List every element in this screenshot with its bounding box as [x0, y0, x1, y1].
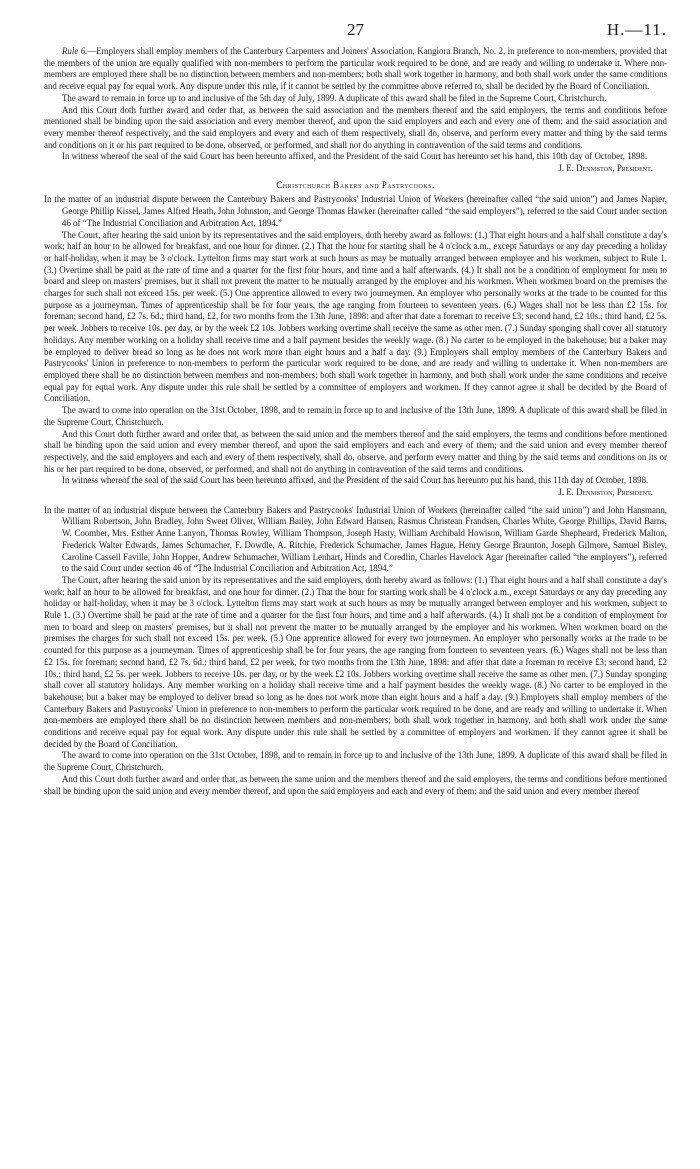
series-reference: H.—11. [606, 20, 667, 39]
section-bakers-award-2 [44, 505, 667, 798]
section-bakers-award-1 [44, 194, 667, 498]
binding-order-paragraph: And this Court doth further award and order that, as between the said association and the members thereof and the said employers, the terms and conditions before mentioned shall be binding upon the said association and every member thereof, and upon the said employers and each and every one of them; and the said association and every member thereof respectively, and the said employers and every and each of them respectively, shall do, observe, and perform every matter and thing by the said terms and conditions on it or his part required to be done, observed, or performed, and shall not do anything in contravention of the said terms and conditions. [44, 104, 667, 150]
award-terms-paragraph: The Court, after hearing the said union by its representatives and the said employers, doth hereby award as follows: (1.) That eight hours and a half shall constitute a day's work; half an hour to be allowed for breakfast, and one hour for dinner. (2.) That the hour for starting work shall be 4 o'clock a.m., except Saturdays or any day preceding any holiday or half-holiday, when it may be 3 o'clock. Lyttelton firms may start work at such hours as may be mutually arranged between employer and his workmen, subject to Rule 1. (3.) Overtime shall be paid at the rate of time and a quarter for the first four hours, and time and a half afterwards. (4.) It shall not be a condition of employment for men to board and sleep on masters' premises, but it shall not prevent the matter to be mutually arranged by the employer and his workmen. When workmen board on the premises the charges for such shall not exceed 15s. per week. (5.) One apprentice allowed for every two journeymen. An employer who personally works at the trade to be counted for this purpose as a journeyman. Times of apprenticeship shall be for four years, the age ranging from fourteen to seventeen years. (6.) Wages shall not be less than £2 15s. for foreman; second hand, £2 7s. 6d.; third hand, £2 per week, for two months from the 13th June, 1898: and after that date a foreman to receive £3; second hand, £2 10s.; third hand, £2 5s. per week. Jobbers to receive 10s. per day, or by the week £2 10s. Jobbers working overtime shall receive the same as other men. (7.) Sunday sponging shall cover all statutory holidays. Any member working on a holiday shall receive time and a half payment besides the weekly wage. (8.) No carter to be employed in the bakehouse; but a baker may be employed to deliver bread so long as he does not work more than eight hours and a half a day. (9.) Employers shall employ members of the Canterbury Bakers and Pastrycooks' Union in preference to non-members to perform the particular work required to be done, and are ready and willing to undertake it. When non-members are employed there shall be no distinction between members and non-members; both shall work together in harmony, and both shall work under the same conditions and receive equal pay for equal work. Any dispute under this rule shall be settled by a committee of employers and workmen. If they cannot agree it shall be decided by the Board of Conciliation. [44, 574, 667, 749]
president-signature: J. E. Denniston, President. [558, 487, 653, 498]
award-terms-paragraph: The Court, after hearing the said union by its representatives and the said employers, doth hereby award as follows: (1.) That eight hours and a half shall constitute a day's work; half an hour to be allowed for breakfast, and one hour for dinner. (2.) That the hour for starting shall be 4 o'clock a.m., except Saturdays or any day preceding a holiday or half-holiday, when it may be 3 o'clock. Lyttelton firms may start work at such hours as may be mutually arranged between employer and his workmen, subject to Rule 1. (3.) Overtime shall be paid at the rate of time and a quarter for the first four hours, and time and a half afterwards. (4.) It shall not be a condition of employment for men to board and sleep on masters' premises, but it shall not prevent the matter to be mutually arranged by the employer and his workmen. When workmen board on the premises the charges for such shall not exceed 15s. per week. (5.) One apprentice allowed to every two journeymen. An employer who personally works at the trade to be counted for this purpose as a journeyman. Times of apprenticeship shall be for four years, the age ranging from fourteen to seventeen years. (6.) Wages shall not be less than £2 15s. for foreman; second hand, £2 7s. 6d.; third hand, £2, for two months from the 13th June, 1898: and after that date a foreman to receive £3; second hand, £2 10s.; third hand, £2 5s. per week. Jobbers to receive 10s. per day, or by the week £2 10s. Jobbers working overtime shall receive the same as other men. (7.) Sunday sponging shall cover all statutory holidays. Any member working on a holiday shall receive time and a half payment besides the weekly wage. (8.) No carter to be employed in the bakehouse; but a baker may be employed to deliver bread so long as he does not work more than eight hours and a half a day. (9.) Employers shall employ members of the Canterbury Bakers and Pastrycooks' Union in preference to non-members to perform the particular work required to be done, and are ready and willing to undertake it. When non-members are employed there shall be no distinction between members and non-members; both shall work together in harmony, and both shall work under the same conditions and receive equal pay for equal work. Any dispute under this rule shall be settled by a committee of employers and workmen. If they cannot agree it shall be decided by the Board of Conciliation. [44, 229, 667, 404]
page-header [44, 20, 667, 46]
page-number: 27 [347, 20, 364, 39]
award-duration-paragraph: The award to come into operation on the 31st October, 1898, and to remain in force up to and inclusive of the 13th June, 1899. A duplicate of this award shall be filed in the Supreme Court, Christchurch. [44, 750, 667, 773]
president-signature: J. E. Denniston, President. [558, 163, 653, 174]
rule-label: Rule 6. [62, 46, 88, 56]
section-carpenters-award [44, 46, 667, 175]
witness-paragraph: In witness whereof the seal of the said Court has been hereunto affixed, and the President of the said Court has hereunto put his hand, this 11th day of October, 1898. [62, 475, 649, 486]
binding-order-paragraph: And this Court doth further award and order that, as between the said union and the members thereof and the said employers, the terms and conditions before mentioned shall be binding upon the said union and every member thereof, and upon the said employers and each and every of them; and the said union and every member thereof respectively, and the said employers and each and every of them respectively, shall do, observe, and perform every matter and thing by the said terms and conditions on its or his or her part required to be done, observed, or performed, and shall not do anything in contravention of the said terms and conditions. [44, 428, 667, 474]
binding-order-paragraph: And this Court doth further award and order that, as between the same union and the members thereof and the said employers, the terms and conditions before mentioned shall be binding upon the said union and every member thereof, and upon the said employers and each and every of them; and the said union and every member thereof [44, 773, 667, 796]
dispute-intro: In the matter of an industrial dispute between the Canterbury Bakers and Pastrycooks' Industrial Union of Workers (hereinafter called “the said union”) and John Hansmann, William Robertson, John Bradley, John Sweet Oliver, William Bailey, John Edward Hansen, Rasmus Christean Frandsen, Charles White, George Phillips, David Barns, W. Coomber, Mrs. Esther Anne Lanyon, Thomas Rowley, William Thompson, Joseph Hasty, William Archibald Howison, William Garde Shepheard, Frederick Malton, Frederick Walter Edwards, James Schumacher, F. Dowdle, A. Ritchie, Frederick Schumacher, James Hague, Henry George Braunton, Joseph Gilmore, Samuel Bisley, Caroline Cassell Faville, John Hopper, Andrew Schumacher, William Lenhart, Hinds and Coredlin, Charles Havelock Agar (hereinafter called “the employers”), referred to the said Court under section 46 of “The Industrial Conciliation and Arbitration Act, 1894.” [44, 504, 667, 574]
witness-paragraph: In witness whereof the seal of the said Court has been hereunto affixed, and the President of the said Court has hereunto set his hand, this 10th day of October, 1898. [62, 151, 648, 162]
award-duration-paragraph: The award to come into operation on the 31st October, 1898, and to remain in force up to and inclusive of the 13th June, 1899. A duplicate of this award shall be filed in the Supreme Court, Christchurch. [44, 405, 667, 427]
section-heading: Christchurch Bakers and Pastrycooks. [276, 179, 435, 190]
dispute-intro: In the matter of an industrial dispute between the Canterbury Bakers and Pastrycooks' Industrial Union of Workers (hereinafter called “the said union”) and James Napier, George Phillip Kissel, James Alfred Heath, John Johnston, and George Thomas Hawker (hereinafter called “the said employers”), referred to the said Court under section 46 of “The Industrial Conciliation and Arbitration Act, 1894.” [44, 194, 667, 228]
rule-text: —Employers shall employ members of the Canterbury Carpenters and Joiners' Association, Kangiora Branch, No. 2, in preference to non-members, provided that the members of the union are equally qualified with non-members to perform the particular work required to be done, and are ready and willing to undertake it. Where non-members are employed there shall be no distinction between members and non-members; both shall work together in harmony, and both shall work under the same conditions and receive equal pay for equal work. Any dispute under this rule, if it cannot be settled by the committee above referred to, shall be decided by the Board of Conciliation. [44, 46, 667, 92]
rule-paragraph [44, 46, 667, 93]
award-duration-paragraph: The award to remain in force up to and inclusive of the 5th day of July, 1899. A duplicate of this award shall be filed in the Supreme Court, Christchurch. [62, 92, 607, 103]
